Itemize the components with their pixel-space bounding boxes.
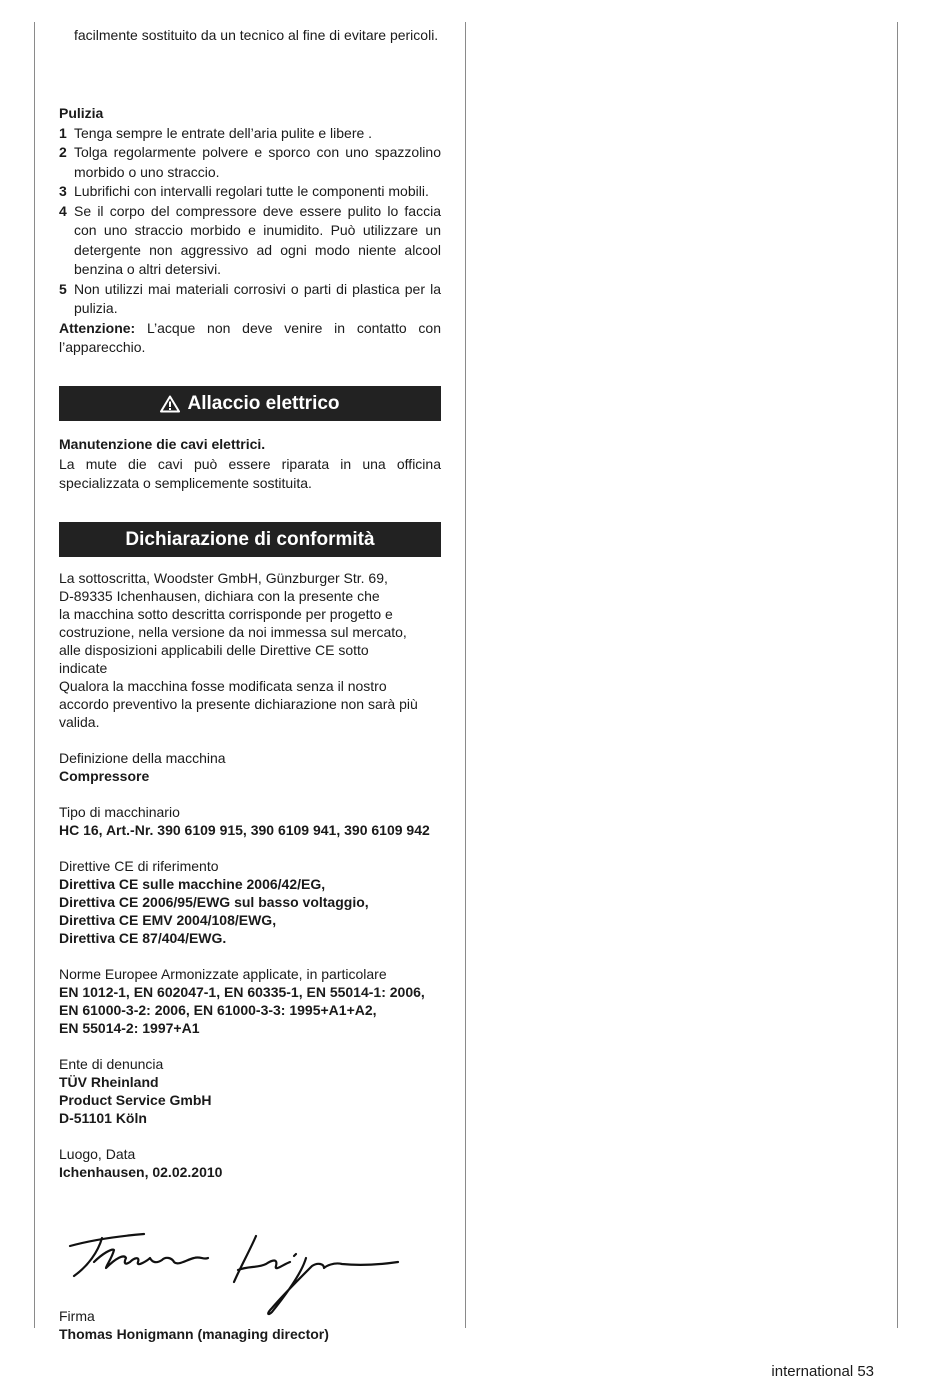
list-item-text: Non utilizzi mai materiali corrosivi o parti di plastica per la pulizia. bbox=[74, 280, 441, 316]
list-item-text: Lubrifichi con intervalli regolari tutte le componenti mobili. bbox=[74, 183, 429, 199]
body-line: TÜV Rheinland bbox=[59, 1074, 159, 1090]
electrical-text: La mute die cavi può essere riparata in una officina specializzata o semplicemente sostituita. bbox=[59, 455, 441, 491]
paragraph-line: la macchina sotto descritta corrisponde per progetto e bbox=[59, 606, 393, 622]
conformity-paragraph bbox=[59, 569, 441, 731]
place-label: Luogo, Data bbox=[59, 1146, 136, 1162]
column-divider-left bbox=[34, 22, 35, 1328]
list-item bbox=[59, 143, 441, 182]
paragraph-line: costruzione, nella versione da noi immessa sul mercato, bbox=[59, 624, 407, 640]
conformity-section bbox=[59, 569, 441, 1181]
list-item-text: Tolga regolarmente polvere e sporco con uno spazzolino morbido o uno straccio. bbox=[74, 144, 441, 180]
list-item bbox=[59, 280, 441, 319]
place-value: Ichenhausen, 02.02.2010 bbox=[59, 1164, 223, 1180]
list-item-text: Se il corpo del compressore deve essere pulito lo faccia con uno straccio morbido e inumidito. Può utilizzare un detergente non aggressivo ad ogni modo niente alcool benzina o altri detersivi. bbox=[74, 202, 441, 277]
list-item-number: 1 bbox=[59, 124, 67, 141]
intro-continuation bbox=[59, 26, 441, 46]
intro-text: facilmente sostituito da un tecnico al fine di evitare pericoli. bbox=[74, 27, 439, 43]
column-divider-middle bbox=[465, 22, 466, 1328]
list-item bbox=[59, 202, 441, 280]
paragraph-line: valida. bbox=[59, 714, 100, 730]
paragraph-line: La sottoscritta, Woodster GmbH, Günzburger Str. 69, bbox=[59, 570, 388, 586]
list-item-number: 3 bbox=[59, 183, 67, 199]
page-footer: international 53 bbox=[771, 1363, 874, 1380]
cleaning-heading: Pulizia bbox=[59, 105, 104, 121]
type-value: HC 16, Art.-Nr. 390 6109 915, 390 6109 941, 390 6109 942 bbox=[59, 822, 430, 838]
signature-block bbox=[59, 1307, 441, 1343]
signatory-name: Thomas Honigmann (managing director) bbox=[59, 1326, 329, 1342]
list-item-text: Tenga sempre le entrate dell’aria pulite e libere . bbox=[74, 124, 373, 141]
conformity-title: Dichiarazione di conformità bbox=[125, 528, 375, 550]
list-item bbox=[59, 124, 441, 144]
paragraph-line: accordo preventivo la presente dichiarazione non sarà più bbox=[59, 696, 418, 712]
list-item-number: 2 bbox=[59, 144, 67, 160]
body-line: D-51101 Köln bbox=[59, 1110, 147, 1126]
warning-icon bbox=[160, 395, 180, 413]
norm-line: EN 1012-1, EN 602047-1, EN 60335-1, EN 55014-1: 2006, bbox=[59, 984, 425, 1000]
paragraph-line: Qualora la macchina fosse modificata senza il nostro bbox=[59, 678, 387, 694]
attention-label: Attenzione: bbox=[59, 319, 136, 336]
directive-line: Direttiva CE sulle macchine 2006/42/EG, bbox=[59, 876, 326, 892]
electrical-header-bar bbox=[59, 386, 441, 421]
body-line: Product Service GmbH bbox=[59, 1092, 212, 1108]
list-item bbox=[59, 182, 441, 202]
norms-label: Norme Europee Armonizzate applicate, in particolare bbox=[59, 966, 387, 982]
body-label: Ente di denuncia bbox=[59, 1056, 164, 1072]
directive-line: Direttiva CE 87/404/EWG. bbox=[59, 930, 227, 946]
conformity-header-bar bbox=[59, 522, 441, 557]
electrical-subheading: Manutenzione die cavi elettrici. bbox=[59, 436, 266, 452]
list-item-number: 4 bbox=[59, 202, 67, 219]
electrical-title: Allaccio elettrico bbox=[187, 392, 340, 414]
paragraph-line: D-89335 Ichenhausen, dichiara con la presente che bbox=[59, 588, 380, 604]
electrical-section bbox=[59, 435, 441, 494]
directive-line: Direttiva CE EMV 2004/108/EWG, bbox=[59, 912, 277, 928]
signature-label: Firma bbox=[59, 1308, 95, 1324]
paragraph-line: alle disposizioni applicabili delle Direttive CE sotto bbox=[59, 642, 369, 658]
column-divider-right bbox=[897, 22, 898, 1328]
machine-label: Definizione della macchina bbox=[59, 750, 226, 766]
paragraph-line: indicate bbox=[59, 660, 108, 676]
list-item-number: 5 bbox=[59, 280, 67, 297]
directives-label: Direttive CE di riferimento bbox=[59, 858, 219, 874]
norm-line: EN 61000-3-2: 2006, EN 61000-3-3: 1995+A1+A2, bbox=[59, 1002, 377, 1018]
machine-value: Compressore bbox=[59, 768, 150, 784]
norm-line: EN 55014-2: 1997+A1 bbox=[59, 1020, 200, 1036]
attention-text: L’acque non deve venire in contatto con l’apparecchio. bbox=[59, 319, 441, 355]
type-label: Tipo di macchinario bbox=[59, 804, 180, 820]
cleaning-section bbox=[59, 104, 441, 358]
attention-note bbox=[59, 319, 441, 358]
directive-line: Direttiva CE 2006/95/EWG sul basso voltaggio, bbox=[59, 894, 369, 910]
cleaning-list bbox=[59, 124, 441, 319]
